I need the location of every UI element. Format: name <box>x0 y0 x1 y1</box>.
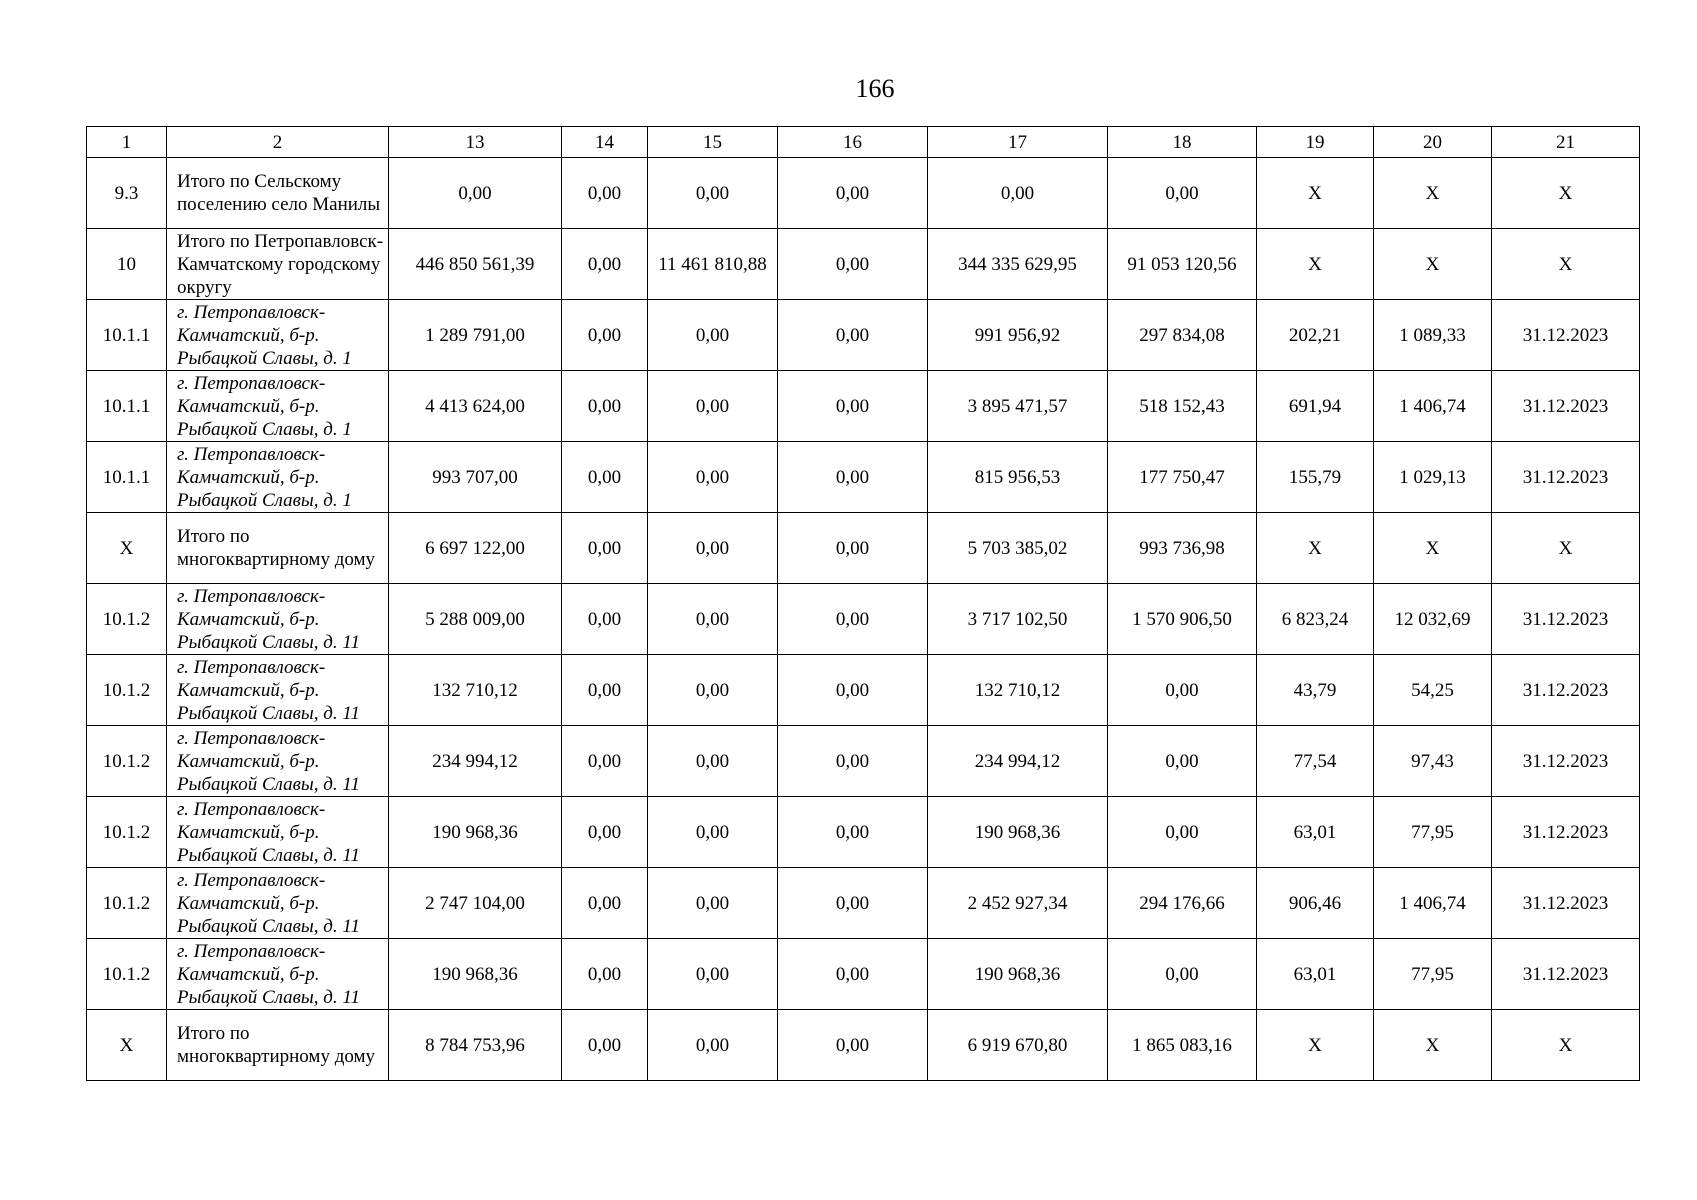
value-cell: 43,79 <box>1257 655 1374 726</box>
value-cell: 906,46 <box>1257 868 1374 939</box>
value-cell: 3 717 102,50 <box>928 584 1108 655</box>
table-row <box>87 158 1640 229</box>
header-cell: 2 <box>167 127 389 158</box>
value-cell: 0,00 <box>562 158 648 229</box>
value-cell: 446 850 561,39 <box>389 229 562 300</box>
value-cell: 0,00 <box>562 1010 648 1081</box>
value-cell: 294 176,66 <box>1108 868 1257 939</box>
header-cell: 21 <box>1492 127 1640 158</box>
table-row <box>87 584 1640 655</box>
row-number-cell: 10 <box>87 229 167 300</box>
row-name-cell: г. Петропавловск-Камчатский, б-р. Рыбацкой Славы, д. 1 <box>167 371 389 442</box>
value-cell: X <box>1374 1010 1492 1081</box>
header-row <box>87 127 1640 158</box>
value-cell: 6 697 122,00 <box>389 513 562 584</box>
value-cell: 0,00 <box>648 797 778 868</box>
value-cell: 190 968,36 <box>928 797 1108 868</box>
value-cell: 190 968,36 <box>389 797 562 868</box>
row-number-cell: 9.3 <box>87 158 167 229</box>
value-cell: 132 710,12 <box>928 655 1108 726</box>
value-cell: 0,00 <box>1108 797 1257 868</box>
value-cell: 6 823,24 <box>1257 584 1374 655</box>
value-cell: 5 288 009,00 <box>389 584 562 655</box>
value-cell: 63,01 <box>1257 939 1374 1010</box>
value-cell: 0,00 <box>648 868 778 939</box>
data-table <box>86 126 1640 1081</box>
row-name-cell: Итого по многоквартирному дому <box>167 513 389 584</box>
value-cell: 5 703 385,02 <box>928 513 1108 584</box>
value-cell: 77,54 <box>1257 726 1374 797</box>
value-cell: 0,00 <box>1108 158 1257 229</box>
value-cell: X <box>1492 158 1640 229</box>
value-cell: X <box>1374 513 1492 584</box>
value-cell: 991 956,92 <box>928 300 1108 371</box>
value-cell: 0,00 <box>648 513 778 584</box>
value-cell: 132 710,12 <box>389 655 562 726</box>
value-cell: 1 089,33 <box>1374 300 1492 371</box>
value-cell: 1 406,74 <box>1374 371 1492 442</box>
value-cell: 0,00 <box>778 229 928 300</box>
value-cell: 993 707,00 <box>389 442 562 513</box>
value-cell: 0,00 <box>1108 939 1257 1010</box>
value-cell: 31.12.2023 <box>1492 797 1640 868</box>
table-row <box>87 300 1640 371</box>
row-name-cell: г. Петропавловск-Камчатский, б-р. Рыбацкой Славы, д. 1 <box>167 300 389 371</box>
value-cell: X <box>1257 1010 1374 1081</box>
value-cell: 97,43 <box>1374 726 1492 797</box>
value-cell: 0,00 <box>778 584 928 655</box>
value-cell: 190 968,36 <box>389 939 562 1010</box>
table-row <box>87 442 1640 513</box>
table-row <box>87 868 1640 939</box>
value-cell: 0,00 <box>648 442 778 513</box>
value-cell: 202,21 <box>1257 300 1374 371</box>
value-cell: 0,00 <box>648 584 778 655</box>
value-cell: 0,00 <box>1108 655 1257 726</box>
value-cell: 0,00 <box>648 158 778 229</box>
value-cell: 2 747 104,00 <box>389 868 562 939</box>
value-cell: 54,25 <box>1374 655 1492 726</box>
value-cell: 31.12.2023 <box>1492 584 1640 655</box>
value-cell: 0,00 <box>562 442 648 513</box>
value-cell: 77,95 <box>1374 797 1492 868</box>
row-number-cell: 10.1.2 <box>87 655 167 726</box>
value-cell: 0,00 <box>778 442 928 513</box>
value-cell: 0,00 <box>778 513 928 584</box>
table-row <box>87 726 1640 797</box>
value-cell: 0,00 <box>562 868 648 939</box>
header-cell: 18 <box>1108 127 1257 158</box>
value-cell: 4 413 624,00 <box>389 371 562 442</box>
value-cell: 0,00 <box>562 939 648 1010</box>
table-header <box>87 127 1640 158</box>
value-cell: 31.12.2023 <box>1492 300 1640 371</box>
value-cell: 0,00 <box>562 300 648 371</box>
value-cell: 0,00 <box>562 797 648 868</box>
value-cell: 0,00 <box>778 726 928 797</box>
value-cell: 0,00 <box>562 371 648 442</box>
header-cell: 14 <box>562 127 648 158</box>
value-cell: 297 834,08 <box>1108 300 1257 371</box>
value-cell: 0,00 <box>562 726 648 797</box>
value-cell: 344 335 629,95 <box>928 229 1108 300</box>
table-row <box>87 939 1640 1010</box>
table-row <box>87 1010 1640 1081</box>
header-cell: 1 <box>87 127 167 158</box>
row-name-cell: Итого по Сельскому поселению село Манилы <box>167 158 389 229</box>
row-name-cell: г. Петропавловск-Камчатский, б-р. Рыбацкой Славы, д. 11 <box>167 655 389 726</box>
value-cell: 0,00 <box>648 300 778 371</box>
row-name-cell: Итого по многоквартирному дому <box>167 1010 389 1081</box>
table-row <box>87 797 1640 868</box>
value-cell: 0,00 <box>778 939 928 1010</box>
value-cell: X <box>1374 229 1492 300</box>
row-name-cell: г. Петропавловск-Камчатский, б-р. Рыбацкой Славы, д. 1 <box>167 442 389 513</box>
value-cell: 0,00 <box>648 726 778 797</box>
value-cell: 1 029,13 <box>1374 442 1492 513</box>
value-cell: 0,00 <box>928 158 1108 229</box>
value-cell: 815 956,53 <box>928 442 1108 513</box>
value-cell: 0,00 <box>562 655 648 726</box>
row-number-cell: X <box>87 1010 167 1081</box>
value-cell: X <box>1257 229 1374 300</box>
value-cell: X <box>1374 158 1492 229</box>
value-cell: 63,01 <box>1257 797 1374 868</box>
value-cell: 0,00 <box>648 939 778 1010</box>
value-cell: 518 152,43 <box>1108 371 1257 442</box>
value-cell: 1 406,74 <box>1374 868 1492 939</box>
value-cell: 77,95 <box>1374 939 1492 1010</box>
value-cell: 31.12.2023 <box>1492 939 1640 1010</box>
value-cell: 0,00 <box>648 371 778 442</box>
value-cell: 0,00 <box>562 513 648 584</box>
value-cell: 2 452 927,34 <box>928 868 1108 939</box>
table-row <box>87 371 1640 442</box>
value-cell: 91 053 120,56 <box>1108 229 1257 300</box>
value-cell: 190 968,36 <box>928 939 1108 1010</box>
value-cell: 234 994,12 <box>928 726 1108 797</box>
table-body <box>87 158 1640 1081</box>
table-row <box>87 513 1640 584</box>
header-cell: 13 <box>389 127 562 158</box>
value-cell: 1 865 083,16 <box>1108 1010 1257 1081</box>
value-cell: 31.12.2023 <box>1492 371 1640 442</box>
row-number-cell: 10.1.2 <box>87 726 167 797</box>
header-cell: 15 <box>648 127 778 158</box>
value-cell: 993 736,98 <box>1108 513 1257 584</box>
value-cell: 177 750,47 <box>1108 442 1257 513</box>
value-cell: 8 784 753,96 <box>389 1010 562 1081</box>
row-number-cell: 10.1.2 <box>87 939 167 1010</box>
value-cell: X <box>1492 513 1640 584</box>
value-cell: 0,00 <box>778 300 928 371</box>
value-cell: 1 570 906,50 <box>1108 584 1257 655</box>
value-cell: 0,00 <box>648 655 778 726</box>
value-cell: 0,00 <box>1108 726 1257 797</box>
value-cell: X <box>1492 229 1640 300</box>
value-cell: 31.12.2023 <box>1492 726 1640 797</box>
header-cell: 20 <box>1374 127 1492 158</box>
row-number-cell: 10.1.2 <box>87 584 167 655</box>
row-name-cell: г. Петропавловск-Камчатский, б-р. Рыбацкой Славы, д. 11 <box>167 584 389 655</box>
value-cell: 0,00 <box>648 1010 778 1081</box>
row-number-cell: 10.1.2 <box>87 797 167 868</box>
value-cell: 691,94 <box>1257 371 1374 442</box>
row-number-cell: X <box>87 513 167 584</box>
row-name-cell: г. Петропавловск-Камчатский, б-р. Рыбацкой Славы, д. 11 <box>167 939 389 1010</box>
header-cell: 16 <box>778 127 928 158</box>
value-cell: 1 289 791,00 <box>389 300 562 371</box>
table-row <box>87 655 1640 726</box>
value-cell: X <box>1492 1010 1640 1081</box>
row-name-cell: Итого по Петропавловск-Камчатскому городскому округу <box>167 229 389 300</box>
row-number-cell: 10.1.2 <box>87 868 167 939</box>
value-cell: X <box>1257 158 1374 229</box>
value-cell: 31.12.2023 <box>1492 868 1640 939</box>
header-cell: 19 <box>1257 127 1374 158</box>
row-name-cell: г. Петропавловск-Камчатский, б-р. Рыбацкой Славы, д. 11 <box>167 726 389 797</box>
value-cell: 0,00 <box>778 371 928 442</box>
value-cell: 0,00 <box>389 158 562 229</box>
row-number-cell: 10.1.1 <box>87 442 167 513</box>
value-cell: 0,00 <box>562 229 648 300</box>
value-cell: 155,79 <box>1257 442 1374 513</box>
value-cell: 0,00 <box>778 158 928 229</box>
header-cell: 17 <box>928 127 1108 158</box>
value-cell: 0,00 <box>778 1010 928 1081</box>
value-cell: 11 461 810,88 <box>648 229 778 300</box>
value-cell: 6 919 670,80 <box>928 1010 1108 1081</box>
value-cell: 3 895 471,57 <box>928 371 1108 442</box>
value-cell: 31.12.2023 <box>1492 655 1640 726</box>
value-cell: 0,00 <box>778 797 928 868</box>
value-cell: 0,00 <box>778 868 928 939</box>
value-cell: 12 032,69 <box>1374 584 1492 655</box>
row-number-cell: 10.1.1 <box>87 300 167 371</box>
page-number: 166 <box>855 74 895 103</box>
value-cell: 234 994,12 <box>389 726 562 797</box>
table-row <box>87 229 1640 300</box>
value-cell: X <box>1257 513 1374 584</box>
value-cell: 31.12.2023 <box>1492 442 1640 513</box>
row-number-cell: 10.1.1 <box>87 371 167 442</box>
value-cell: 0,00 <box>778 655 928 726</box>
row-name-cell: г. Петропавловск-Камчатский, б-р. Рыбацкой Славы, д. 11 <box>167 868 389 939</box>
row-name-cell: г. Петропавловск-Камчатский, б-р. Рыбацкой Славы, д. 11 <box>167 797 389 868</box>
value-cell: 0,00 <box>562 584 648 655</box>
